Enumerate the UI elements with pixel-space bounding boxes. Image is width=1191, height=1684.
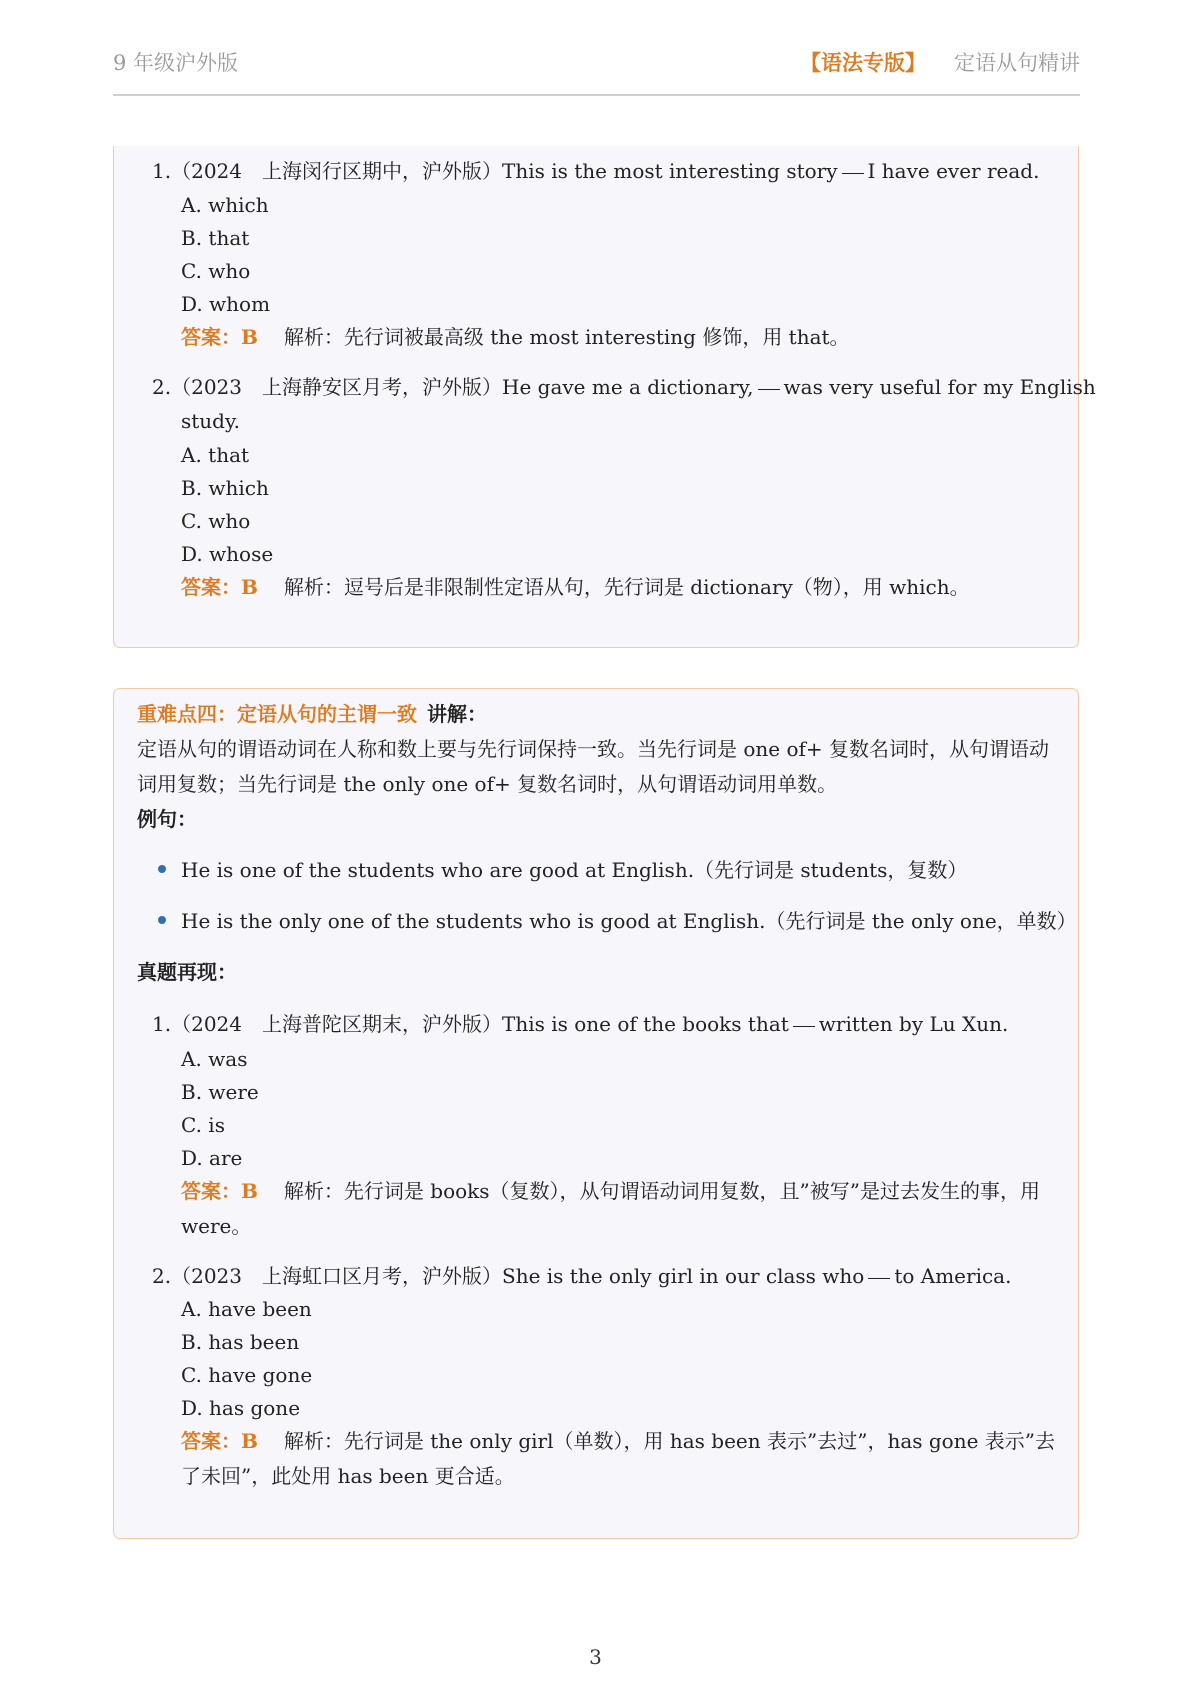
option-c: C. is bbox=[181, 1113, 225, 1137]
page-header bbox=[113, 44, 1080, 96]
question-number: 1. bbox=[152, 159, 172, 183]
answer-line bbox=[181, 320, 1060, 355]
option-a: A. was bbox=[181, 1047, 248, 1071]
answer-line bbox=[181, 1424, 1060, 1494]
question-source: （2024 上海普陀区期末，沪外版） bbox=[171, 1012, 502, 1036]
question-source: （2023 上海静安区月考，沪外版） bbox=[171, 375, 502, 399]
explanation-text: 定语从句的谓语动词在人称和数上要与先行词保持一致。当先行词是 one of+ 复数名词时，从句谓语动词用复数；当先行词是 the only one of+ 复数名词时，从句谓语动词用单数。 bbox=[137, 737, 1050, 796]
doc-title: 定语从句精讲 bbox=[954, 51, 1080, 75]
examples-heading: 例句： bbox=[137, 807, 197, 831]
answer-label: 答案：B bbox=[181, 1429, 258, 1453]
question-text: This is the most interesting story bbox=[502, 159, 838, 183]
key-point-title: 重难点四：定语从句的主谓一致 bbox=[137, 702, 417, 726]
question-text: to America. bbox=[894, 1264, 1012, 1288]
analysis-text: 解析：逗号后是非限制性定语从句，先行词是 dictionary（物），用 which。 bbox=[283, 575, 970, 599]
example-text: He is the only one of the students who is good at English.（先行词是 the only one，单数） bbox=[181, 909, 1077, 933]
grade-label: 9 年级沪外版 bbox=[113, 51, 239, 75]
question-1-stem bbox=[152, 154, 1039, 188]
option-d: D. whose bbox=[181, 542, 274, 566]
answer-blank bbox=[793, 1026, 815, 1027]
question-text: She is the only girl in our class who bbox=[502, 1264, 865, 1288]
example-text: He is one of the students who are good at English.（先行词是 students，复数） bbox=[181, 858, 968, 882]
example-item bbox=[158, 904, 1077, 938]
option-b: B. which bbox=[181, 476, 269, 500]
answer-label: 答案：B bbox=[181, 1179, 258, 1203]
answer-blank bbox=[842, 173, 864, 174]
question-number: 1. bbox=[152, 1012, 172, 1036]
answer-label: 答案：B bbox=[181, 575, 258, 599]
option-b: B. has been bbox=[181, 1330, 300, 1354]
bullet-dot-icon bbox=[158, 865, 166, 873]
question-number: 2. bbox=[152, 375, 172, 399]
question-2-stem bbox=[152, 370, 1096, 404]
bullet-dot-icon bbox=[158, 916, 166, 924]
question-source: （2023 上海虹口区月考，沪外版） bbox=[171, 1264, 502, 1288]
option-c: C. have gone bbox=[181, 1363, 313, 1387]
option-c: C. who bbox=[181, 509, 251, 533]
practice-card-1 bbox=[113, 146, 1096, 648]
question-text: I have ever read. bbox=[867, 159, 1040, 183]
option-a: A. which bbox=[181, 193, 269, 217]
example-item bbox=[158, 853, 967, 887]
question-text: This is one of the books that bbox=[502, 1012, 789, 1036]
question-2-stem-cont: study. bbox=[181, 409, 240, 433]
question-text: He gave me a dictionary, bbox=[502, 375, 754, 399]
header-right bbox=[800, 47, 1080, 77]
answer-blank bbox=[758, 389, 780, 390]
edition-tag: 【语法专版】 bbox=[800, 50, 926, 75]
option-a: A. that bbox=[181, 443, 250, 467]
analysis-text: 解析：先行词被最高级 the most interesting 修饰，用 that。 bbox=[283, 325, 850, 349]
question-1-stem bbox=[152, 1007, 1008, 1041]
answer-label: 答案：B bbox=[181, 325, 258, 349]
option-d: D. whom bbox=[181, 292, 271, 316]
answer-blank bbox=[868, 1278, 890, 1279]
question-text: written by Lu Xun. bbox=[818, 1012, 1009, 1036]
page-number: 3 bbox=[589, 1645, 602, 1669]
question-number: 2. bbox=[152, 1264, 172, 1288]
question-source: （2024 上海闵行区期中，沪外版） bbox=[171, 159, 502, 183]
option-d: D. are bbox=[181, 1146, 243, 1170]
option-d: D. has gone bbox=[181, 1396, 301, 1420]
practice-heading: 真题再现： bbox=[137, 960, 237, 984]
answer-line bbox=[181, 1174, 1060, 1244]
question-2-stem bbox=[152, 1259, 1011, 1293]
question-text: was very useful for my English bbox=[783, 375, 1096, 399]
answer-line bbox=[181, 570, 1060, 605]
explain-label: 讲解： bbox=[427, 702, 487, 726]
option-a: A. have been bbox=[181, 1297, 312, 1321]
option-b: B. that bbox=[181, 226, 250, 250]
option-c: C. who bbox=[181, 259, 251, 283]
analysis-text: 解析：先行词是 books（复数），从句谓语动词用复数，且”被写”是过去发生的事，用 were。 bbox=[181, 1179, 1040, 1238]
option-b: B. were bbox=[181, 1080, 259, 1104]
analysis-text: 解析：先行词是 the only girl（单数），用 has been 表示”去过”，has gone 表示”去了未回”，此处用 has been 更合适。 bbox=[181, 1429, 1056, 1488]
key-point-heading bbox=[137, 697, 487, 731]
key-point-card bbox=[113, 688, 1079, 1539]
